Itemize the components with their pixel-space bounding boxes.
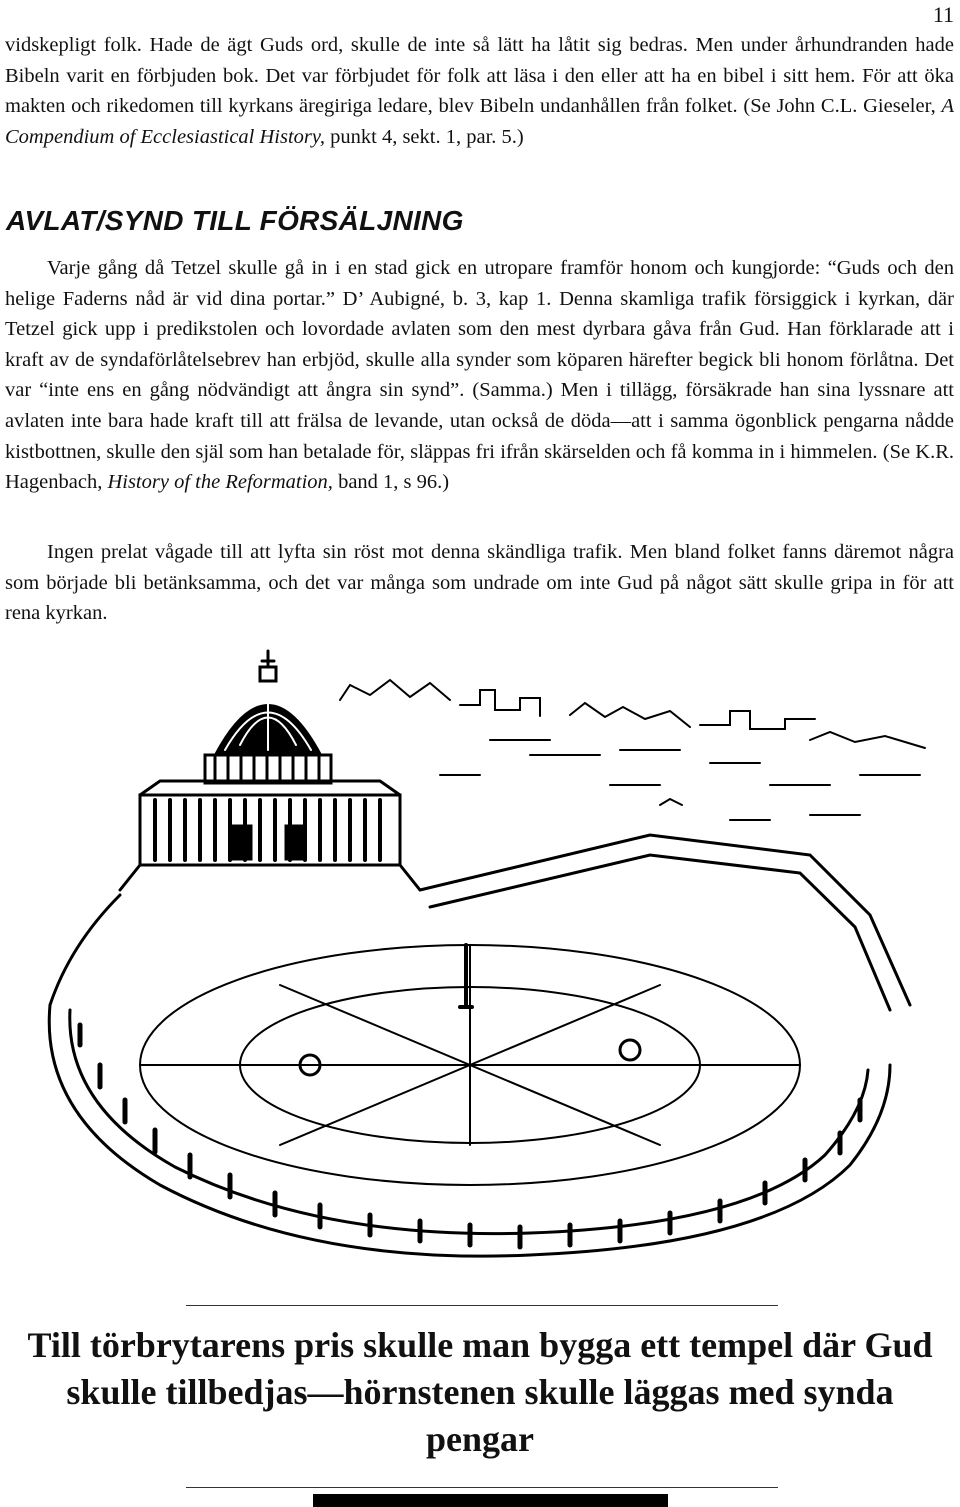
tetzel-text: Varje gång då Tetzel skulle gå in i en stad gick en utropare framför honom och kungjorde: “Guds och den helige Faderns nåd är vid dina portar.” D’ Aubigné, b. 3, kap 1. Denna skamliga trafik försiggick i kyrkan, där Tetzel gick upp i predikstolen och lovordade avlaten som den mest dyrbara gåva från Gud. Han förklarade att i kraft av de syndaförlåtelsebrev han erbjöd, skulle alla synder som köparen härefter begick bli honom förlåtna. Det var “inte ens en gång nödvändigt att ångra sin synd”. (Samma.) Men i tillägg, försäkrade han sina lyssnare att avlaten inte bara hade kraft till att frälsa de levande, utan också de döda—att i samma ögonblick pengarna nådde kistbottnen, skulle den själ som han betalade för, släppas fri ifrån skärselden och få komma in i himmelen. (Se K.R. Hagenbach, bbox=[5, 257, 954, 494]
page-number: 11 bbox=[932, 2, 954, 27]
tetzel-book-title: History of the Reformation, bbox=[107, 471, 333, 494]
prelat-paragraph: Ingen prelat vågade till att lyfta sin röst mot denna skändliga trafik. Men bland folket fanns däremot några som började bli betänksamma, och det var många som undrade om inte Gud på något sätt skulle gripa in för att rena kyrkan. bbox=[5, 541, 954, 625]
tetzel-reference: band 1, s 96.) bbox=[332, 471, 450, 494]
bottom-bar bbox=[313, 1494, 668, 1507]
intro-paragraph bbox=[5, 30, 954, 152]
city-background bbox=[340, 680, 925, 820]
caption-bottom-rule bbox=[186, 1487, 778, 1488]
intro-text: vidskepligt folk. Hade de ägt Guds ord, skulle de inte så lätt ha låtit sig bedras. Men under århundranden hade Bibeln varit en förbjuden bok. Det var förbjudet för folk att läsa i den eller att ha en bibel i sitt hem. För att öka makten och rikedomen till kyrkans äregiriga ledare, blev Bibeln undanhållen från folket. (Se John C.L. Gieseler, bbox=[5, 34, 954, 118]
basilica-facade bbox=[120, 781, 420, 890]
caption: Till törbrytarens pris skulle man bygga ett tempel där Gud skulle tillbedjas—hörnstenen skulle läggas med synda pengar bbox=[27, 1325, 933, 1459]
tetzel-paragraph bbox=[5, 253, 954, 498]
square-interior bbox=[140, 945, 800, 1185]
intro-reference: punkt 4, sekt. 1, par. 5.) bbox=[325, 125, 524, 148]
st-peters-square-illustration bbox=[10, 645, 950, 1285]
caption-top-rule bbox=[186, 1305, 778, 1306]
section-heading: AVLAT/SYND TILL FÖRSÄLJNING bbox=[6, 205, 464, 236]
intro-book-title: A Compendium of Ecclesiastical History, bbox=[5, 95, 954, 148]
basilica-dome bbox=[205, 651, 331, 783]
colonnade bbox=[49, 835, 910, 1256]
